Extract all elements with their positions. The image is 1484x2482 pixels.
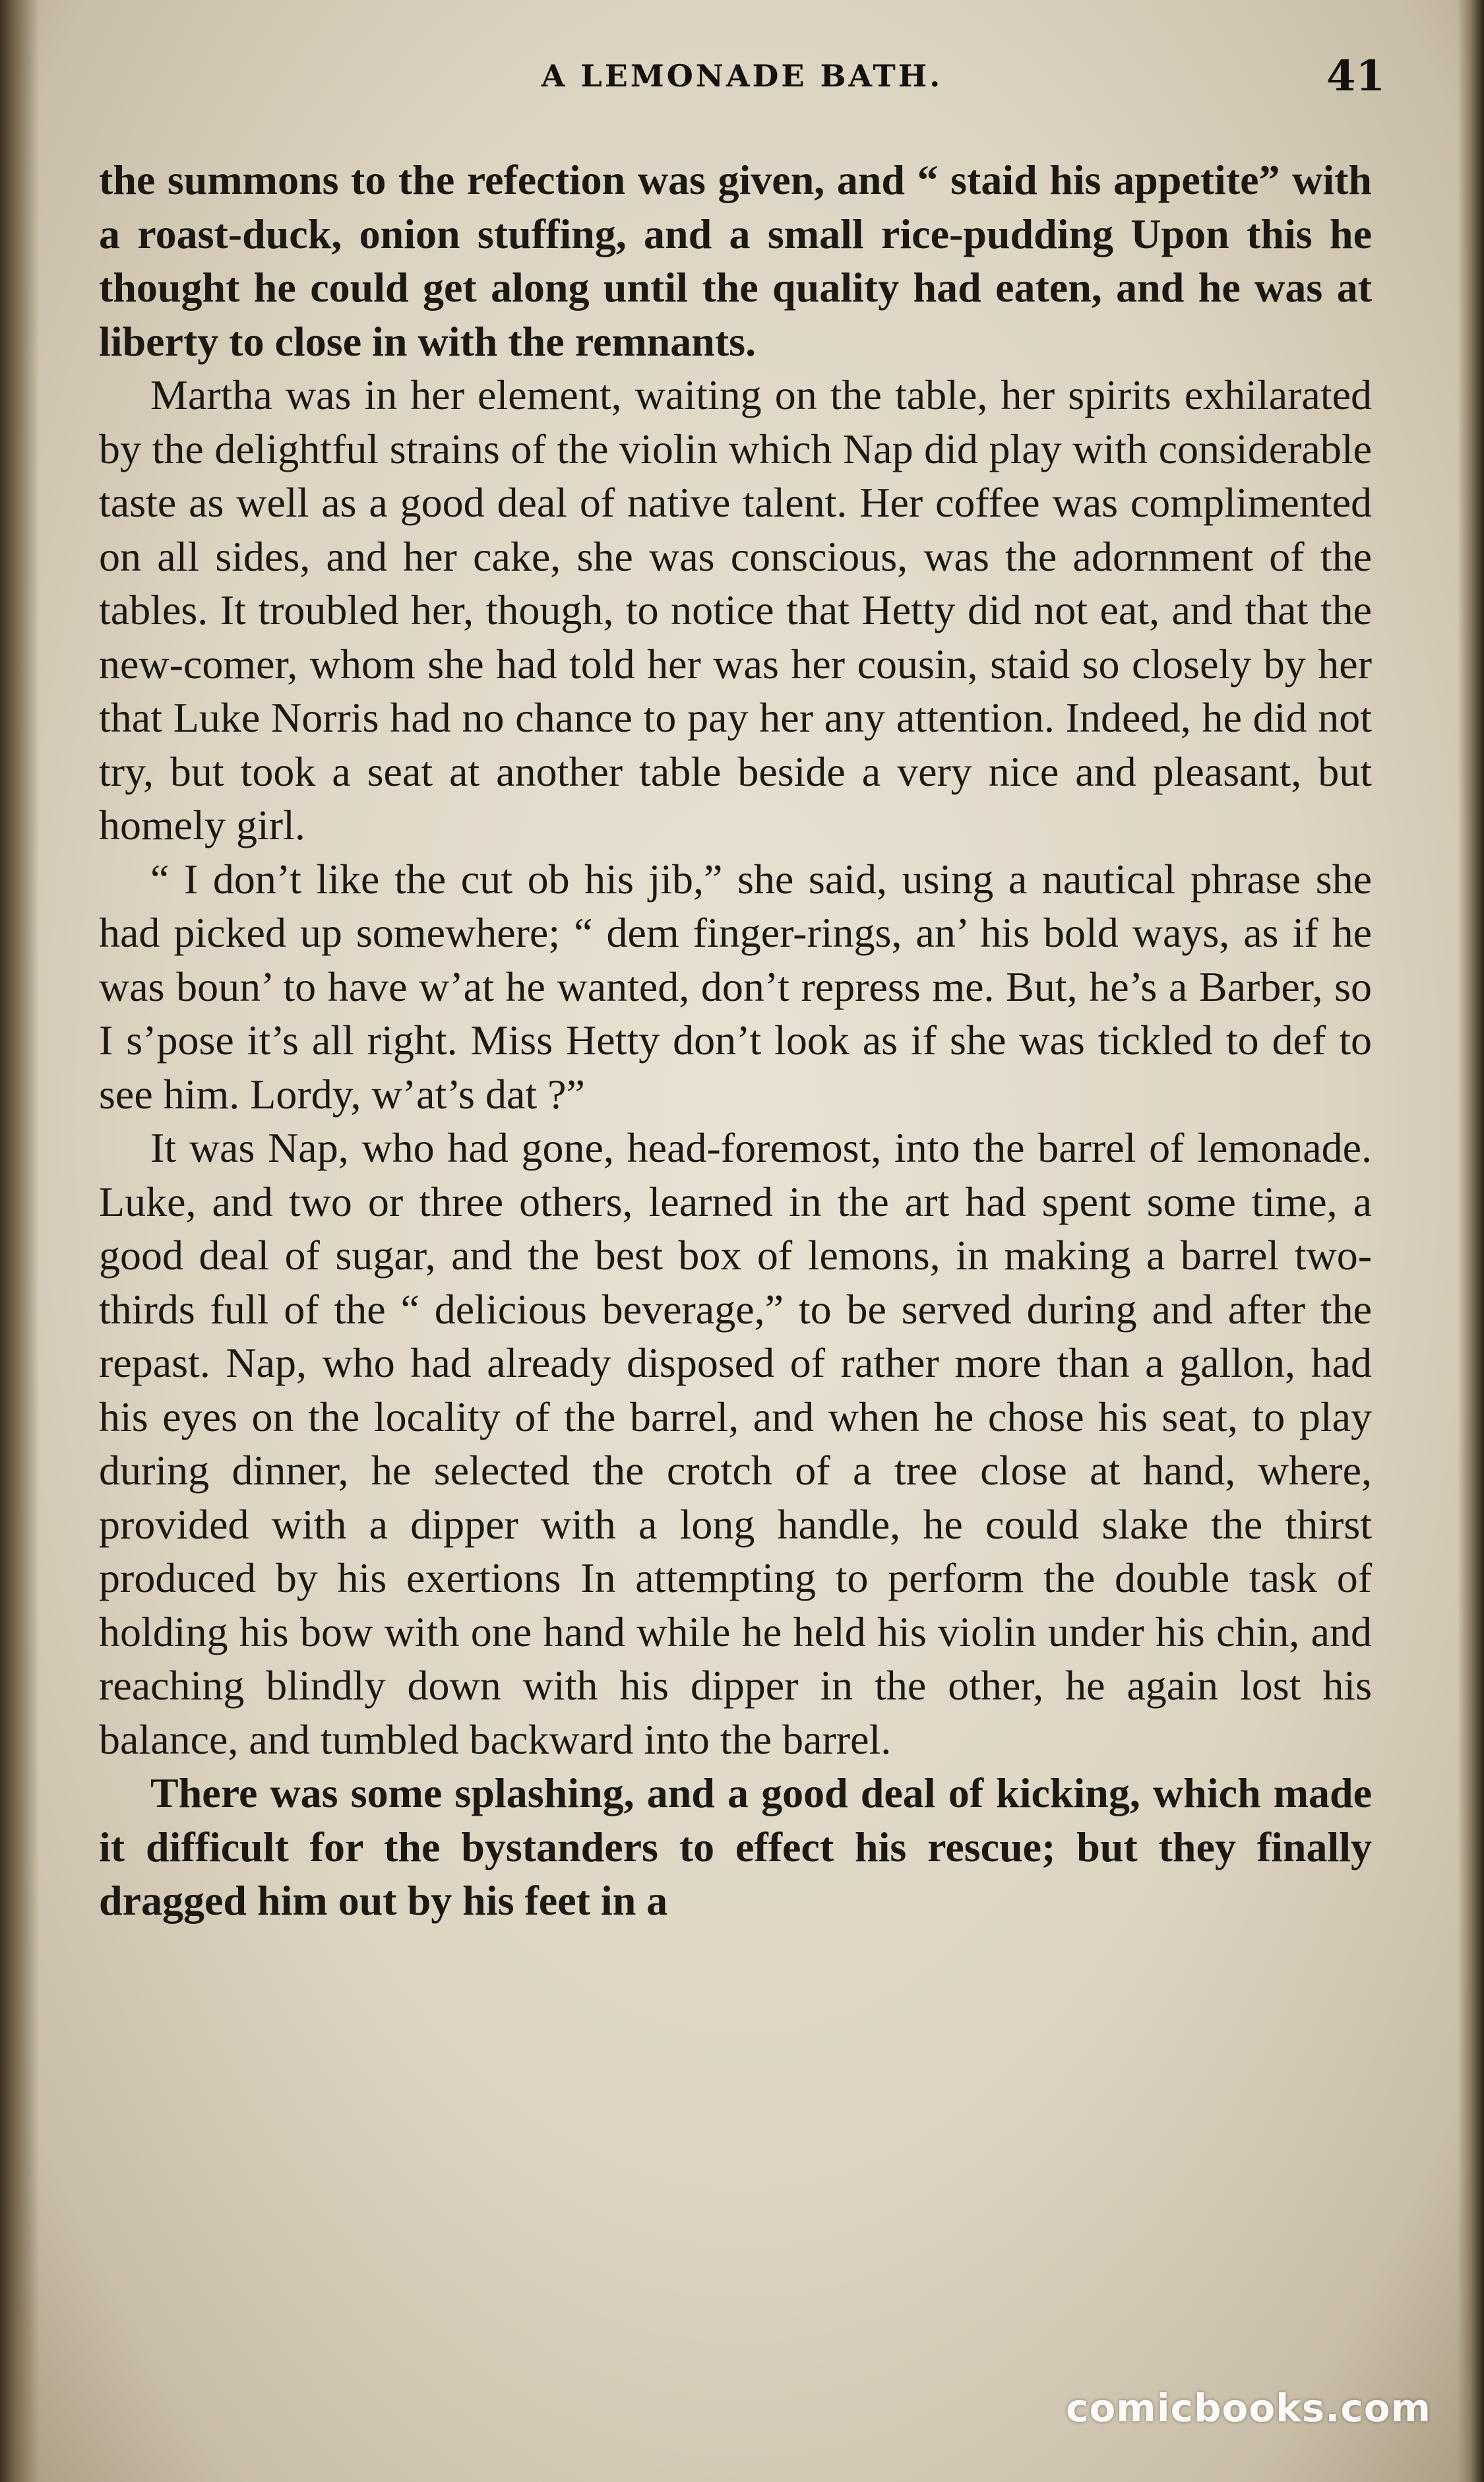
- paragraph-5: There was some splashing, and a good deal of kicking, which made it difficult for the bystanders to effect his rescue; but they finally dragged him out by his feet in a: [99, 1769, 1372, 1924]
- paragraph-1: the summons to the refection was given, and “ staid his appetite” with a roast-duck, onion stuffing, and a small rice-pudding Upon this he thought he could get along until the quality had eaten, and he was at liberty to close in with the remnants.: [99, 156, 1372, 365]
- paragraph-3: “ I don’t like the cut ob his jib,” she said, using a nautical phrase she had picked up somewhere; “ dem finger-rings, an’ his bold ways, as if he was boun’ to have w’at he wanted, don’t repress me. But, he’s a Barber, so I s’pose it’s all right. Miss Hetty don’t look as if she was tickled to def to see him. Lordy, w’at’s dat ?”: [99, 855, 1372, 1118]
- page-number: 41: [1326, 51, 1385, 101]
- body-text: [99, 153, 1372, 1928]
- running-title: A LEMONADE BATH.: [541, 58, 943, 94]
- paragraph-4: It was Nap, who had gone, head-foremost, into the barrel of lemonade. Luke, and two or three others, learned in the art had spent some time, a good deal of sugar, and the best box of lemons, in making a barrel two-thirds full of the “ delicious beverage,” to be served during and after the repast. Nap, who had already disposed of rather more than a gallon, had his eyes on the locality of the barrel, and when he chose his seat, to play during dinner, he selected the crotch of a tree close at hand, where, provided with a dipper with a long handle, he could slake the thirst produced by his exertions In attempting to perform the double task of holding his bow with one hand while he held his violin under his chin, and reaching blindly down with his dipper in the other, he again lost his balance, and tumbled backward into the barrel.: [99, 1124, 1372, 1763]
- paragraph-2: Martha was in her element, waiting on the table, her spirits exhilarated by the delightful strains of the violin which Nap did play with considerable taste as well as a good deal of native talent. Her coffee was complimented on all sides, and her cake, she was conscious, was the adornment of the tables. It troubled her, though, to notice that Hetty did not eat, and that the new-comer, whom she had told her was her cousin, staid so closely by her that Luke Norris had no chance to pay her any attention. Indeed, he did not try, but took a seat at another table beside a very nice and pleasant, but homely girl.: [99, 371, 1372, 848]
- running-header: [99, 51, 1385, 104]
- watermark: comicbooks.com: [1066, 2386, 1431, 2431]
